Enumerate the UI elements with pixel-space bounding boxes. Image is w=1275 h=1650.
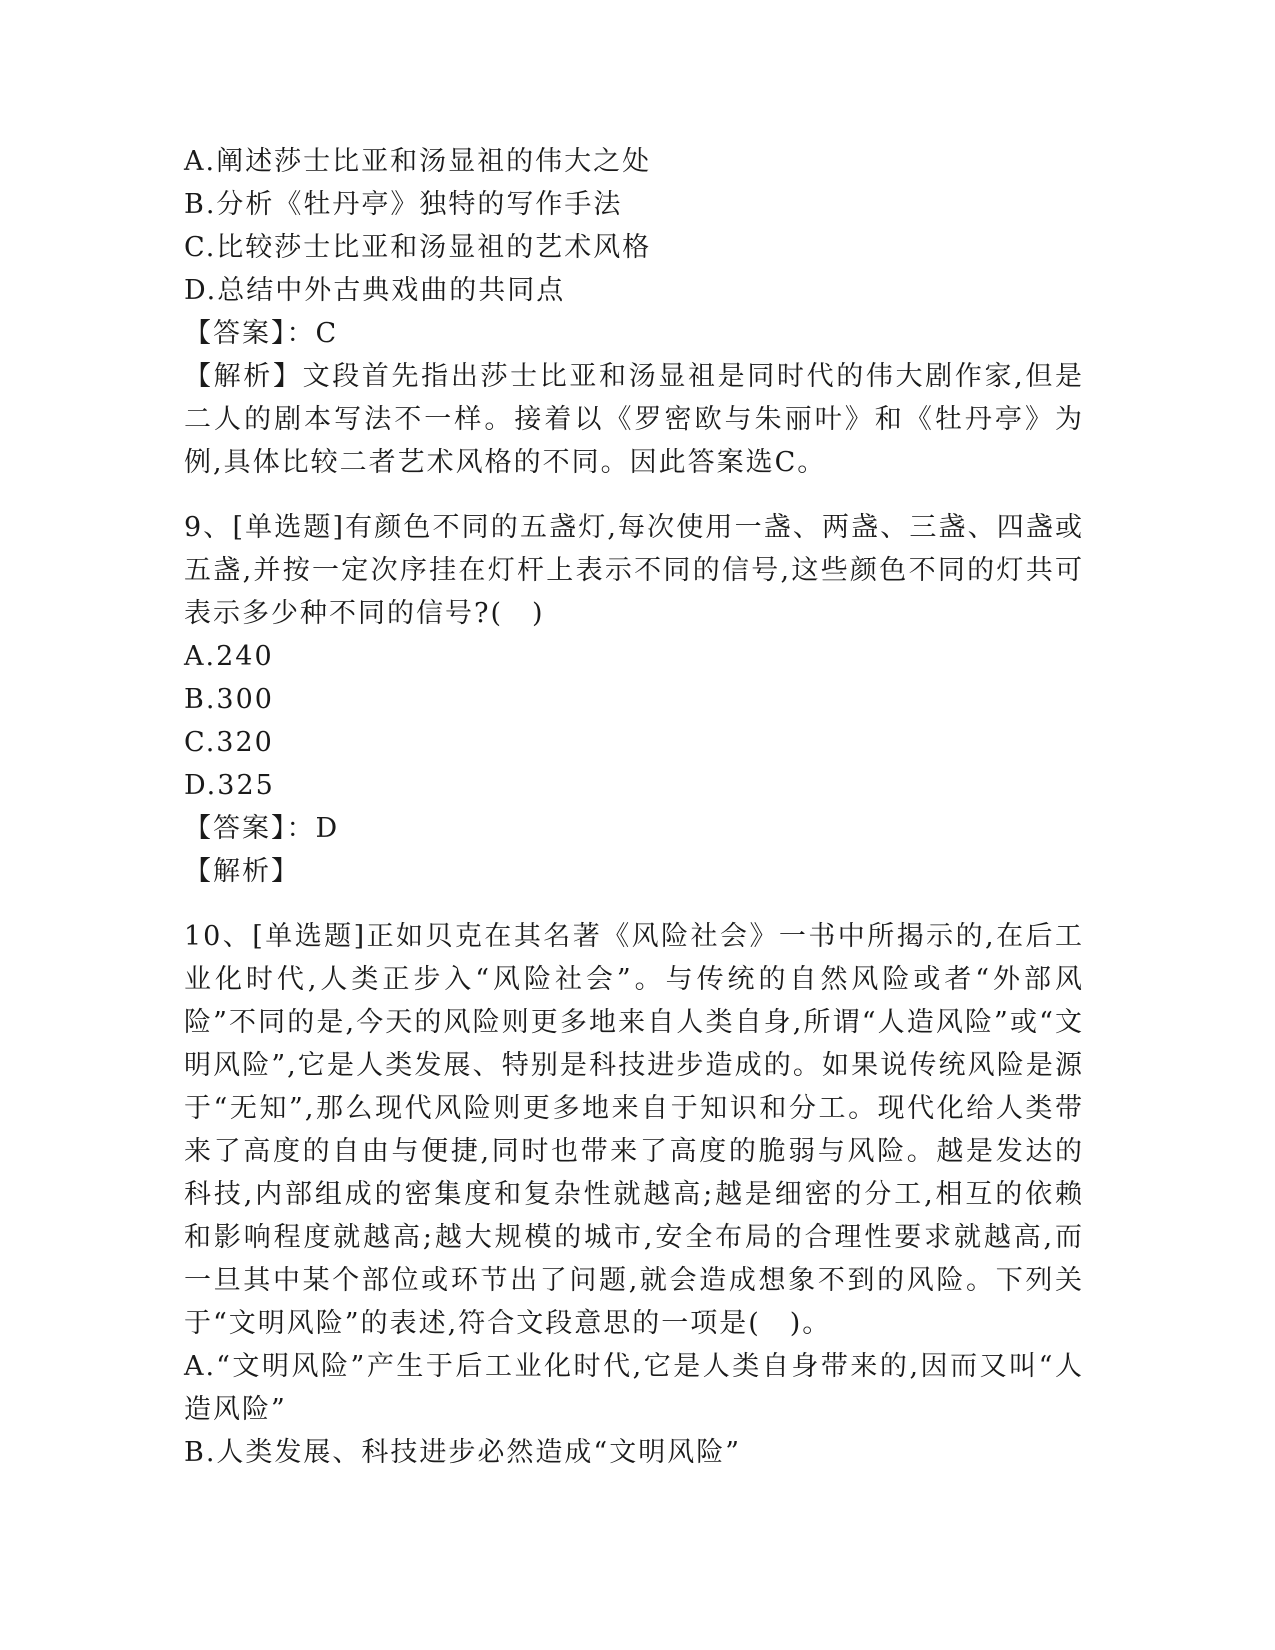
option-d: D.总结中外古典戏曲的共同点: [184, 275, 566, 306]
option-a: A.阐述莎士比亚和汤显祖的伟大之处: [184, 146, 652, 177]
option-c: C.320: [184, 727, 274, 758]
document-page: [184, 140, 1084, 1474]
answer: 【答案】：C: [184, 318, 339, 349]
analysis: 【解析】文段首先指出莎士比亚和汤显祖是同时代的伟大剧作家,但是二人的剧本写法不一样。接着以《罗密欧与朱丽叶》和《牡丹亭》为例,具体比较二者艺术风格的不同。因此答案选C。: [184, 361, 1084, 478]
analysis: 【解析】: [184, 856, 300, 887]
option-b: B.人类发展、科技进步必然造成“文明风险”: [184, 1437, 742, 1468]
option-c: C.比较莎士比亚和汤显祖的艺术风格: [184, 232, 652, 263]
question-9: [184, 506, 1084, 893]
question-stem: 10、[单选题]正如贝克在其名著《风险社会》一书中所揭示的,在后工业化时代,人类正步入“风险社会”。与传统的自然风险或者“外部风险”不同的是,今天的风险则更多地来自人类自身,所谓“人造风险”或“文明风险”,它是人类发展、特别是科技进步造成的。如果说传统风险是源于“无知”,那么现代风险则更多地来自于知识和分工。现代化给人类带来了高度的自由与便捷,同时也带来了高度的脆弱与风险。越是发达的科技,内部组成的密集度和复杂性就越高;越是细密的分工,相互的依赖和影响程度就越高;越大规模的城市,安全布局的合理性要求就越高,而一旦其中某个部位或环节出了问题,就会造成想象不到的风险。下列关于“文明风险”的表述,符合文段意思的一项是( )。: [184, 921, 1084, 1339]
question-10: [184, 915, 1084, 1474]
option-d: D.325: [184, 770, 275, 801]
option-a: A.“文明风险”产生于后工业化时代,它是人类自身带来的,因而又叫“人造风险”: [184, 1351, 1084, 1425]
option-b: B.300: [184, 684, 274, 715]
option-b: B.分析《牡丹亭》独特的写作手法: [184, 189, 623, 220]
question-8-tail: [184, 140, 1084, 484]
answer: 【答案】：D: [184, 813, 340, 844]
option-a: A.240: [184, 641, 274, 672]
question-stem: 9、[单选题]有颜色不同的五盏灯,每次使用一盏、两盏、三盏、四盏或五盏,并按一定次序挂在灯杆上表示不同的信号,这些颜色不同的灯共可表示多少种不同的信号?( ): [184, 512, 1084, 629]
